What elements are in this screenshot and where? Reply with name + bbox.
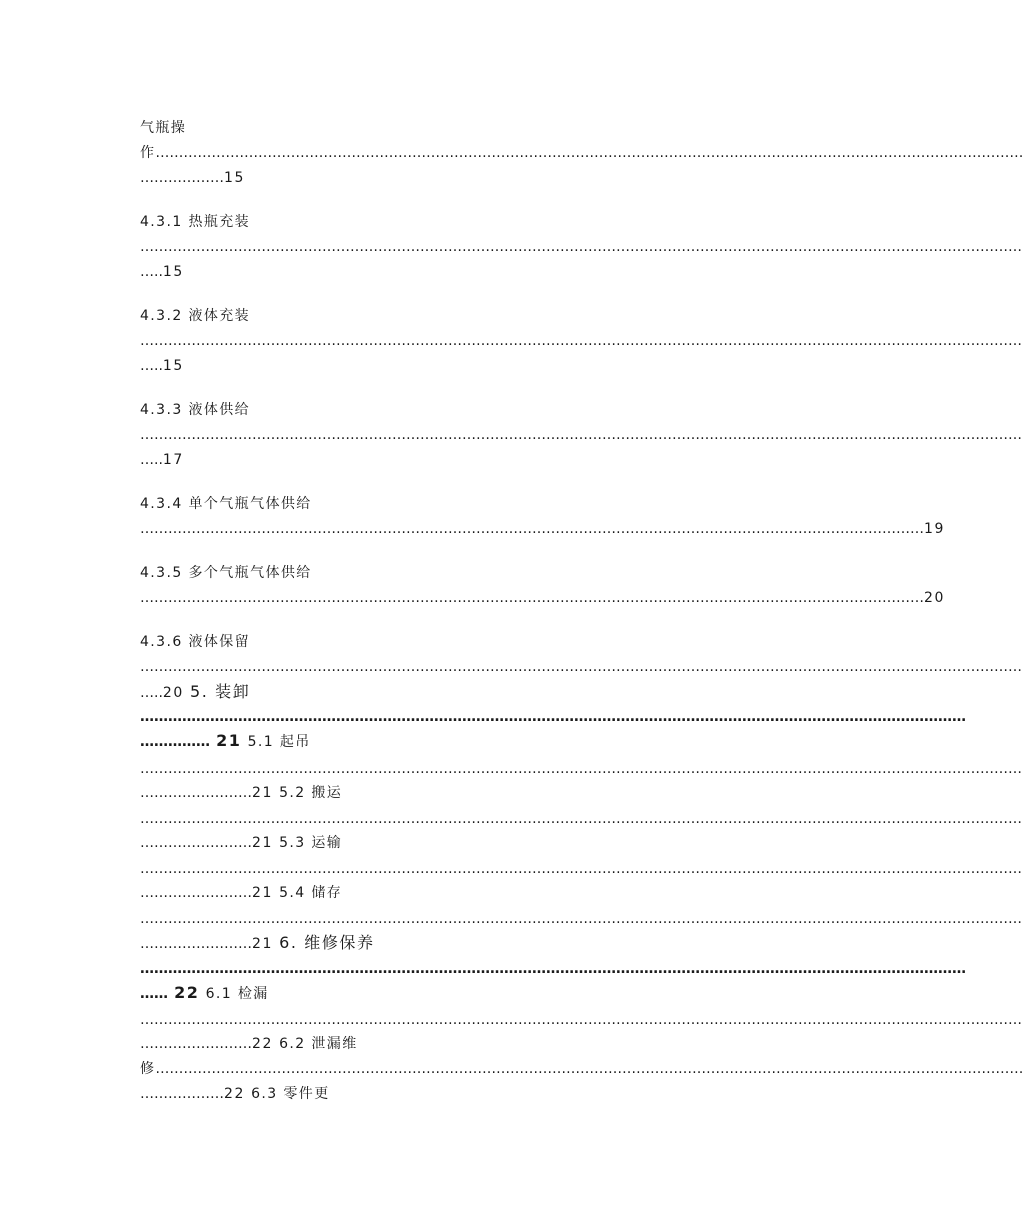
toc-entry-leader [140, 331, 1022, 351]
leader-dots: ….. [140, 358, 163, 374]
toc-entry-title: 4.3.6 液体保留 [140, 634, 251, 650]
leader-dots: …………………………………………………………………………………………………………………………………………………………… [140, 709, 966, 725]
toc-entry-leader [140, 1010, 1022, 1030]
toc-section-title: 6. 维修保养 [279, 933, 375, 952]
toc-entry-leader [140, 909, 1022, 929]
toc-entry-page-line [140, 933, 812, 954]
toc-entry-title: 4.3.5 多个气瓶气体供给 [140, 565, 312, 581]
page-number: 21 [252, 835, 274, 851]
toc-entry-page-line [140, 450, 812, 470]
leader-dots: …………………………………………………………………………………………………………………………………………………… [140, 521, 924, 537]
leader-dots: …………………………………………………………………………………………………………………………………………………………………… [155, 145, 1023, 161]
toc-page [140, 0, 1023, 1230]
toc-section-leader [140, 959, 966, 979]
leader-dots: ……………… [140, 170, 224, 186]
toc-entry-leader: 作…………………………………………………………………………………………………………………………………………………………………… [140, 145, 1023, 161]
page-number: 20 [924, 590, 946, 606]
toc-entry-title: 4.3.2 液体充装 [140, 308, 251, 324]
toc-entry-title: 4.3.4 单个气瓶气体供给 [140, 496, 312, 512]
leader-dots: …………………………………………………………………………………………………………………………………………………………………… [155, 1061, 1023, 1077]
page-number: 15 [162, 264, 184, 280]
toc-entry-page-line [140, 168, 812, 188]
leader-dots: …………… [140, 734, 210, 750]
toc-section-leader [140, 707, 966, 727]
toc-entry-title: 4.3.1 热瓶充装 [140, 214, 251, 230]
leader-dots: ……………………………………………………………………………………………………………………………………………………………………… [140, 427, 1022, 443]
page-number: 15 [162, 358, 184, 374]
leader-dots: ……………………………………………………………………………………………………………………………………………………………………… [140, 911, 1022, 927]
toc-section-title: 5. 装卸 [189, 682, 251, 701]
page-number: 17 [162, 452, 184, 468]
page-number: 21 [252, 885, 274, 901]
page-number: 21 [252, 936, 274, 952]
toc-section-page-line: …… 22 6.1 检漏 [140, 983, 269, 1002]
leader-dots: …………………… [140, 835, 252, 851]
leader-dots: ……………………………………………………………………………………………………………………………………………………………………… [140, 1012, 1022, 1028]
toc-entry-leader: 修…………………………………………………………………………………………………………………………………………………………………… [140, 1061, 1023, 1077]
toc-entry-leader [140, 425, 1022, 445]
toc-entry-title: 4.3.3 液体供给 [140, 402, 251, 418]
toc-entry-page-line: ……………………21 5.4 储存 [140, 885, 343, 901]
leader-dots: …… [140, 986, 168, 1002]
leader-dots: ….. [140, 685, 163, 701]
leader-dots: …………………… [140, 936, 252, 952]
toc-entry-page-line: ……………………21 5.3 运输 [140, 835, 343, 851]
toc-entry-title: 气瓶操 [140, 120, 187, 136]
toc-entry-leader [140, 759, 1022, 779]
toc-entry-page-line: ………………22 6.3 零件更 [140, 1086, 330, 1102]
toc-entry-leader-page [140, 588, 946, 608]
toc-entry-page-line: ……………………22 6.2 泄漏维 [140, 1036, 358, 1052]
page-number: 22 [174, 983, 200, 1002]
page-number: 22 [252, 1036, 274, 1052]
toc-entry-page-line [140, 262, 812, 282]
toc-entry-leader [140, 809, 1022, 829]
leader-dots: …………………… [140, 1036, 252, 1052]
leader-dots: ……………………………………………………………………………………………………………………………………………………………………… [140, 811, 1022, 827]
page-number: 20 [162, 685, 184, 701]
toc-entry-leader [140, 237, 1022, 257]
toc-entry-page-line: ……………………21 5.2 搬运 [140, 785, 343, 801]
page-number: 21 [252, 785, 274, 801]
leader-dots: ….. [140, 264, 163, 280]
leader-dots: ……………… [140, 1086, 224, 1102]
leader-dots: …………………… [140, 785, 252, 801]
toc-entry-leader [140, 859, 1022, 879]
toc-entry-page-line [140, 682, 812, 703]
leader-dots: ……………………………………………………………………………………………………………………………………………………………………… [140, 239, 1022, 255]
leader-dots: …………………… [140, 885, 252, 901]
toc-section-page-line: …………… 21 5.1 起吊 [140, 731, 311, 750]
leader-dots: ……………………………………………………………………………………………………………………………………………………………………… [140, 761, 1022, 777]
toc-entry-page-line [140, 356, 812, 376]
toc-entry-leader [140, 657, 1022, 677]
page-number: 19 [924, 521, 946, 537]
page-number: 22 [224, 1086, 246, 1102]
leader-dots: ……………………………………………………………………………………………………………………………………………………………………… [140, 333, 1022, 349]
page-number: 15 [224, 170, 246, 186]
toc-entry-leader-page [140, 519, 946, 539]
leader-dots: ……………………………………………………………………………………………………………………………………………………………………… [140, 861, 1022, 877]
page-number: 21 [216, 731, 242, 750]
leader-dots: ….. [140, 452, 163, 468]
leader-dots: …………………………………………………………………………………………………………………………………………………… [140, 590, 924, 606]
leader-dots: ……………………………………………………………………………………………………………………………………………………………………… [140, 659, 1022, 675]
leader-dots: …………………………………………………………………………………………………………………………………………………………… [140, 961, 966, 977]
